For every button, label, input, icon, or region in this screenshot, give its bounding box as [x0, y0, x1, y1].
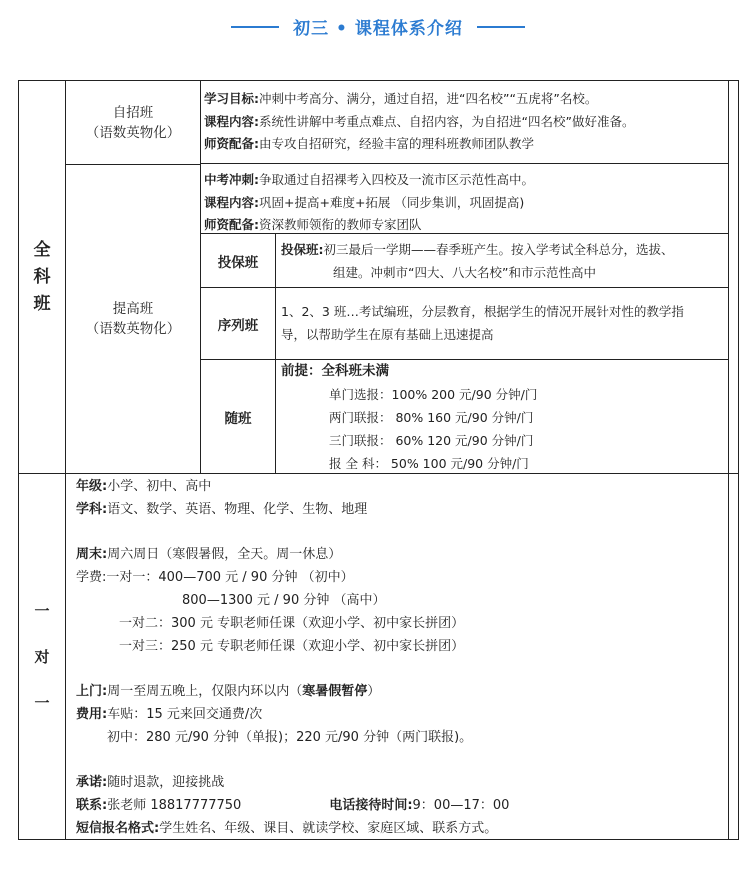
promise-key: 承诺: [76, 775, 108, 791]
suiban-price: 单门选报：100% 200 元/90 分钟/门 [329, 387, 538, 402]
xulie-line-1: 1、2、3 班…考试编班，分层教育，根据学生的情况开展针对性的教学指 [281, 304, 684, 319]
fee-line [76, 567, 728, 590]
subclass-xulie-text [276, 287, 728, 359]
detail-text: 巩固+提高+难度+拓展 （同步集训，巩固提高) [259, 194, 525, 210]
subclass-suiban-text [276, 359, 728, 473]
spacer [76, 750, 728, 773]
tigao-details [201, 165, 728, 233]
subject-line [76, 499, 728, 522]
sms-value: 学生姓名、年级、课目、就读学校、家庭区域、联系方式。 [159, 820, 498, 836]
class-tigao-name: 提高班 [112, 301, 154, 317]
detail-key: 师资配备: [204, 217, 259, 232]
grade-value: 小学、初中、高中 [107, 479, 212, 494]
spacer [76, 522, 728, 545]
class-tigao-sub: （语数英物化） [85, 321, 181, 337]
visit-value: 周一至周五晚上，仅限内环以内（ [107, 684, 303, 700]
sms-line [76, 818, 728, 841]
subclass-xulie-label: 序列班 [201, 287, 276, 360]
zizhao-details [201, 81, 728, 164]
section-yiduiyi-label-text [32, 588, 52, 726]
detail-text: 系统性讲解中考重点难点、自招内容，为自招进“四名校”做好准备。 [259, 113, 635, 129]
section-yiduiyi-content [66, 474, 728, 840]
suiban-price: 报 全 科： 50% 100 元/90 分钟/门 [329, 456, 529, 471]
inner-right-border [728, 81, 729, 473]
detail-key: 课程内容: [204, 113, 259, 129]
fee-line: 一对三：250 元 专职老师任课（欢迎小学、初中家长拼团） [119, 638, 465, 654]
detail-line [204, 88, 728, 111]
detail-key: 学习目标: [204, 91, 259, 106]
promise-value: 随时退款，迎接挑战 [107, 775, 225, 791]
toubao-line-2: 组建。冲刺市“四大、八大名校”和市示范性高中 [333, 265, 596, 280]
visit-end: ） [367, 684, 381, 700]
class-zizhao-sub: （语数英物化） [85, 124, 181, 141]
toubao-key: 投保班: [281, 242, 324, 257]
title-line-left [231, 26, 279, 28]
page-header [0, 14, 756, 39]
label-char: 一 [34, 602, 50, 620]
cost-value: 车贴：15 元来回交通费/次 [107, 706, 263, 722]
grade-line [76, 476, 728, 499]
detail-text: 资深教师领衔的教师专家团队 [259, 217, 422, 232]
section-quanke-label-text: 全科班 [33, 239, 51, 314]
cost-key: 费用: [76, 706, 108, 722]
detail-key: 课程内容: [204, 194, 259, 210]
contact-key: 联系: [76, 798, 108, 814]
class-zizhao-name: 自招班 [112, 104, 154, 121]
detail-text: 争取通过自招裸考入四校及一流市区示范性高中。 [259, 172, 535, 187]
subclass-suiban-label: 随班 [201, 359, 276, 474]
class-zizhao [66, 81, 201, 165]
toubao-text-1: 初三最后一学期——春季班产生。按入学考试全科总分，选拔、 [323, 242, 674, 257]
contact-value: 张老师 18817777750 [107, 798, 242, 814]
detail-text: 由专攻自招研究，经验丰富的理科班教师团队教学 [259, 136, 535, 151]
detail-key: 中考冲刺: [204, 172, 259, 187]
visit-key: 上门: [76, 684, 108, 700]
subject-key: 学科: [76, 501, 108, 517]
detail-text: 冲刺中考高分、满分，通过自招，进“四名校”“五虎将”名校。 [259, 91, 598, 106]
visit-bold: 寒暑假暂停 [302, 684, 368, 700]
fee-line: 800—1300 元 / 90 分钟 （高中） [182, 592, 386, 608]
weekend-value: 周六周日（寒假暑假，全天。周一休息） [107, 547, 342, 563]
sms-key: 短信报名格式: [76, 820, 160, 836]
weekend-key: 周末: [76, 547, 108, 563]
suiban-price: 三门联报： 60% 120 元/90 分钟/门 [329, 433, 534, 448]
inner-right-border [728, 474, 729, 840]
fee-key: 学费: [76, 570, 107, 586]
cost-line: 初中：280 元/90 分钟（单报)；220 元/90 分钟（两门联报)。 [107, 729, 473, 745]
subclass-toubao-text [276, 233, 728, 287]
detail-line [204, 192, 728, 215]
detail-line [204, 133, 728, 156]
detail-key: 师资配备: [204, 136, 259, 151]
fee-line: 一对二：300 元 专职老师任课（欢迎小学、初中家长拼团） [119, 615, 465, 631]
promise-line [76, 772, 728, 795]
detail-line [204, 111, 728, 134]
weekend-line [76, 544, 728, 567]
contact-line [76, 795, 728, 818]
title-line-right [477, 26, 525, 28]
suiban-premise: 前提：全科班未满 [281, 363, 389, 379]
detail-line [204, 169, 728, 192]
grade-key: 年级: [76, 479, 108, 494]
section-quanke-label [19, 81, 66, 473]
hours-key: 电话接待时间: [329, 798, 413, 814]
suiban-price: 两门联报： 80% 160 元/90 分钟/门 [329, 410, 534, 425]
class-tigao [66, 165, 201, 473]
cost-line [76, 704, 728, 727]
toubao-line-1 [281, 238, 728, 261]
hours-value: 9：00—17：00 [412, 798, 510, 814]
fee-value: 一对一：400—700 元 / 90 分钟 （初中） [106, 570, 354, 586]
visit-line [76, 681, 728, 704]
xulie-line-2: 导，以帮助学生在原有基础上迅速提高 [281, 327, 494, 342]
spacer [76, 658, 728, 681]
subject-value: 语文、数学、英语、物理、化学、生物、地理 [107, 501, 368, 517]
course-table [18, 80, 739, 840]
label-char: 一 [34, 694, 50, 712]
section-quanke [19, 81, 738, 474]
page-title: 初三 • 课程体系介绍 [293, 19, 463, 39]
label-char: 对 [34, 648, 50, 666]
subclass-toubao-label: 投保班 [201, 233, 276, 288]
section-yiduiyi-label [19, 474, 66, 840]
